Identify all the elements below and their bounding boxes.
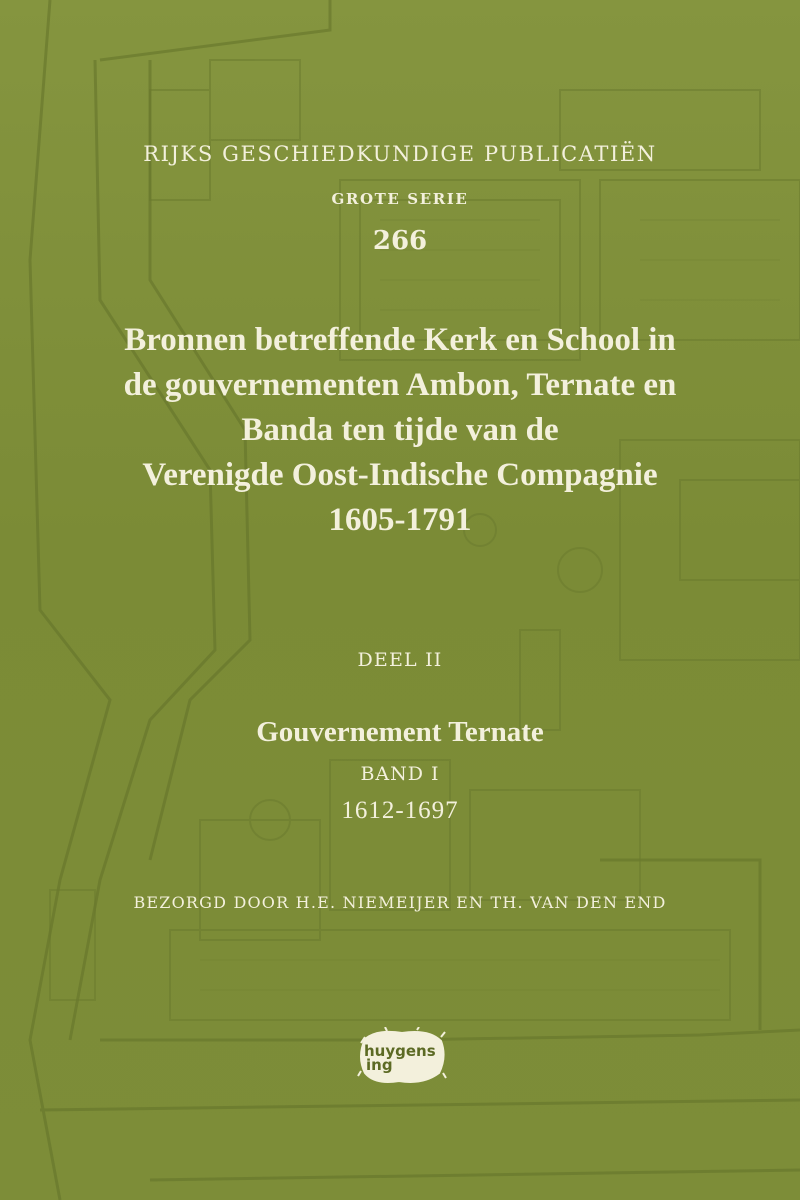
series-number: 266 bbox=[372, 226, 428, 256]
title-line-3: Banda ten tijde van de bbox=[241, 412, 559, 448]
volume-years: 1612-1697 bbox=[341, 797, 459, 824]
title-line-2: de gouvernementen Ambon, Ternate en bbox=[123, 367, 677, 403]
title-years: 1605-1791 bbox=[328, 502, 472, 538]
subseries-label: GROTE SERIE bbox=[331, 190, 469, 208]
book-title bbox=[0, 318, 800, 543]
part-label: DEEL II bbox=[357, 649, 443, 671]
band-label: BAND I bbox=[360, 763, 440, 785]
editors-credit: BEZORGD DOOR H.E. NIEMEIJER EN TH. VAN DEN END bbox=[133, 893, 667, 912]
series-title: RIJKS GESCHIEDKUNDIGE PUBLICATIËN bbox=[143, 142, 657, 166]
title-line-1: Bronnen betreffende Kerk en School in bbox=[124, 322, 676, 358]
huygens-ing-logo bbox=[357, 1027, 447, 1087]
logo-text-huygens: huygens bbox=[364, 1042, 436, 1060]
title-line-4: Verenigde Oost-Indische Compagnie bbox=[142, 457, 658, 493]
volume-title: Gouvernement Ternate bbox=[256, 716, 544, 748]
logo-text-ing: ing bbox=[366, 1056, 393, 1074]
